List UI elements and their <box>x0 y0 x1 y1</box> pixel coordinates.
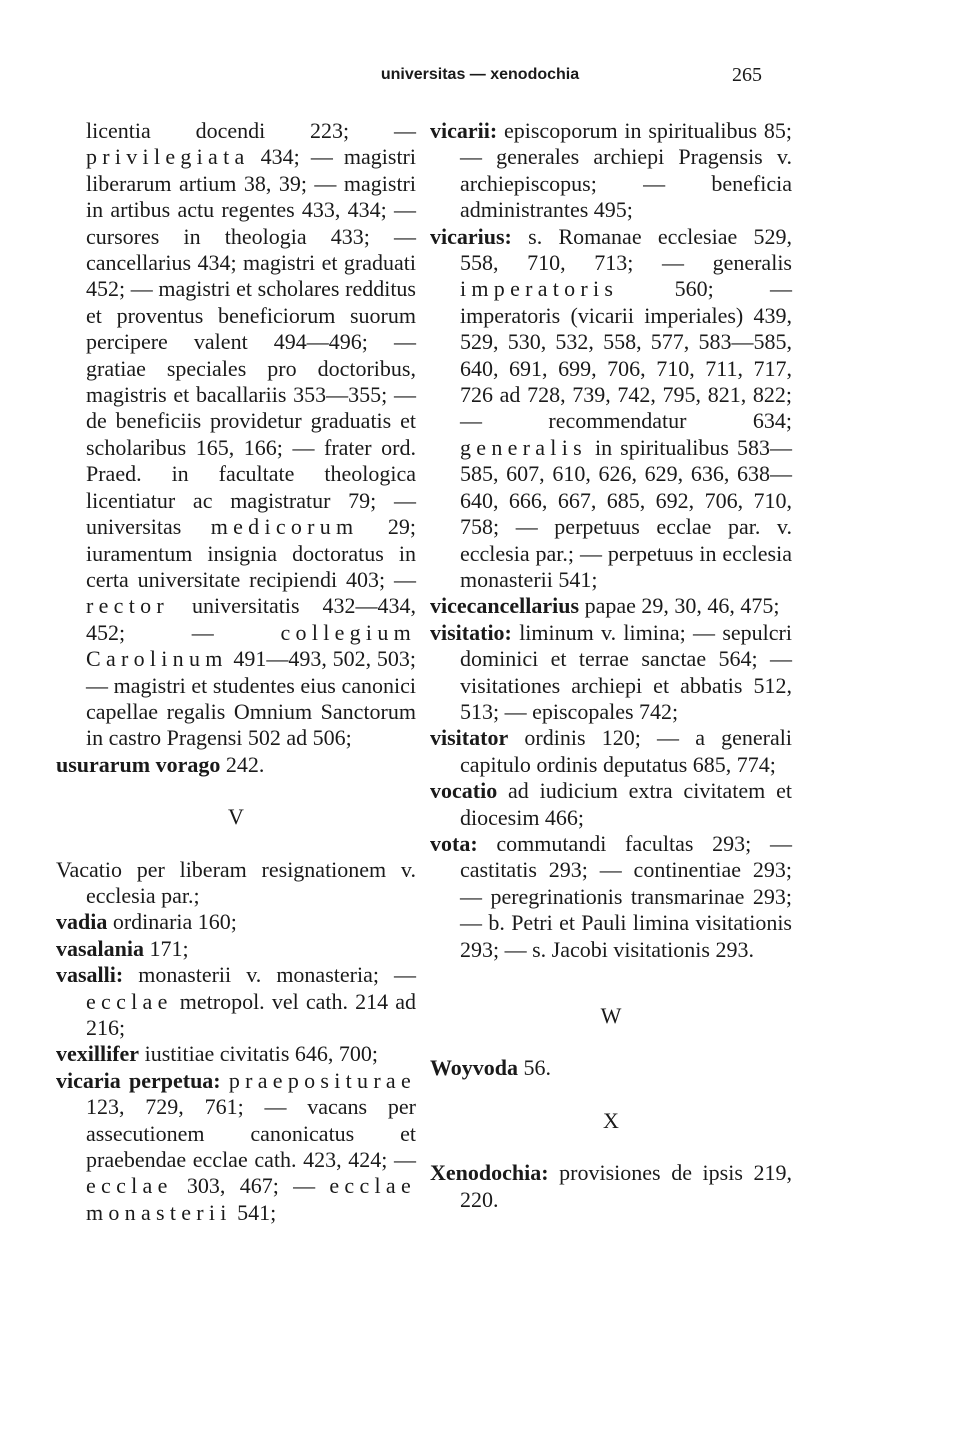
entry-text: ordinis 120; — a generali capitulo ordinis deputatus 685, 774; <box>460 725 792 777</box>
page-number: 265 <box>732 64 762 86</box>
entry-text: liminum v. limina; — sepulcri dominici et terrae sanctae 564; — visitationes archiepi et abbatis 512, 513; — episcopales 742; <box>460 619 792 724</box>
entry-text: 123, 729, 761; — vacans per assecutionem canonicatus et praebendae ecclae cath. 423, 424; — <box>86 1094 416 1173</box>
entry-text: ad iudicium extra civitatem et diocesim 466; <box>460 778 792 830</box>
entry-text: 541; <box>231 1199 277 1225</box>
entry-vexillifer <box>56 1041 416 1067</box>
entry-text: ordinaria 160; <box>107 909 237 935</box>
headword: vota: <box>430 830 478 856</box>
entry-visitatio <box>430 620 792 726</box>
entry-vicecancellarius <box>430 593 792 619</box>
left-column <box>56 118 416 1226</box>
entry-text: 491—493, 502, 503; — magistri et studentes eius canonici capellae regalis Omnium Sanctorum in castro Pragensi 502 ad 506; <box>86 646 416 751</box>
entry-vocatio <box>430 778 792 831</box>
headword: Woyvoda <box>430 1055 519 1081</box>
entry-vota <box>430 831 792 963</box>
headword: usurarum vorago <box>56 751 221 777</box>
headword: vexillifer <box>56 1041 140 1067</box>
headword: vocatio <box>430 778 498 804</box>
entry-vadia <box>56 909 416 935</box>
entry-text: 434; — magistri liberarum artium 38, 39; — magistri in artibus actu regentes 433, 434; — cursores in theologia 433; — cancellarius 434; magistri et graduati 452; — magistri et scholares redditus et proventus beneficiorum suorum percipere valent 494—496; — gratiae speciales pro doctoribus, magistris et bacallariis 353—355; — de beneficiis providetur graduatis et scholaribus 165, 166; — frater ord. Praed. in facultate theologica licentiatur ac magistratur 79; — universitas <box>86 144 416 540</box>
headword: visitator <box>430 725 509 751</box>
entry-text: monasterii v. monasteria; — <box>123 962 416 988</box>
entry-woyvoda <box>430 1055 792 1081</box>
letter-heading-x: X <box>603 1107 619 1133</box>
spaced-term: praepositurae <box>228 1067 417 1093</box>
entry-text: 171; <box>144 935 189 961</box>
entry-text: 56. <box>518 1055 552 1081</box>
entry-vasalli <box>56 962 416 1041</box>
spaced-term: privilegiata <box>86 144 250 170</box>
spaced-term: generalis <box>460 434 587 460</box>
headword: vadia <box>56 909 108 935</box>
entry-text: s. Romanae ecclesiae 529, 558, 710, 713; — generalis <box>460 223 792 276</box>
spaced-term: ecclae monasterii <box>86 1173 416 1225</box>
running-header-title: universitas — xenodochia <box>380 66 580 83</box>
headword: visitatio: <box>430 619 512 645</box>
entry-text: 29; iuramentum insignia doctoratus in certa universitate recipiendi 403; — <box>86 514 416 592</box>
entry-usurarum <box>56 752 416 778</box>
spaced-term: imperatoris <box>460 276 619 302</box>
entry-visitator <box>430 725 792 778</box>
entry-text: metropol. vel cath. 214 ad 216; <box>86 988 416 1040</box>
entry-text: provisiones de ipsis 219, 220. <box>460 1160 792 1212</box>
spaced-term: medicorum <box>210 514 359 540</box>
entry-text: 560; — imperatoris (vicarii imperiales) 439, 529, 530, 532, 558, 577, 583—585, 640, 691, 699, 706, 710, 711, 717, 726 ad 728, 739, 742, 795, 821, 822; — recommendatur 634; <box>460 276 792 434</box>
entry-text: commutandi facultas 293; — castitatis 293; — continentiae 293; — peregrinationis transmarinae 293; — b. Petri et Pauli limina visitationis 293; — s. Jacobi visitationis 293. <box>460 830 792 962</box>
headword: vicarii: <box>430 118 498 143</box>
entry-text: universitatis 432—434, 452; — <box>86 593 416 645</box>
entry-text: licentia docendi 223; — <box>86 118 416 143</box>
entry-text: 303, 467; — <box>172 1173 330 1199</box>
spaced-term: ecclae <box>86 988 173 1014</box>
entry-xenodochia <box>430 1160 792 1213</box>
spaced-term: ecclae <box>86 1173 173 1199</box>
entry-text: in spiritualibus 583—585, 607, 610, 626, 629, 636, 638—640, 666, 667, 685, 692, 706, 710, 758; — perpetuus ecclae par. v. ecclesia par.; — perpetuus in ecclesia monasterii 541; <box>460 434 792 592</box>
entry-vasalania <box>56 936 416 962</box>
entry-universitas-continued <box>56 118 416 752</box>
entry-vicarii <box>430 118 792 224</box>
headword: vicaria perpetua: <box>56 1067 221 1093</box>
entry-text: papae 29, 30, 46, 475; <box>579 593 780 619</box>
headword: Xenodochia: <box>430 1160 549 1186</box>
headword: vicecancellarius <box>430 593 580 619</box>
entry-vicarius <box>430 224 792 594</box>
spaced-term: collegium Carolinum <box>86 619 416 672</box>
entry-vacatio: Vacatio per liberam resignationem v. ecclesia par.; <box>56 856 416 908</box>
headword: vasalli: <box>56 962 124 988</box>
headword: vasalania <box>56 935 145 961</box>
entry-text: episcoporum in spiritualibus 85; — generales archiepi Pragensis v. archiepiscopus; — beneficia administrantes 495; <box>460 118 792 223</box>
entry-text: iustitiae civitatis 646, 700; <box>139 1041 378 1067</box>
right-column <box>430 118 792 1213</box>
headword: vicarius: <box>430 223 512 249</box>
letter-heading-w: W <box>600 1003 622 1028</box>
entry-text <box>221 1068 229 1093</box>
entry-vicaria <box>56 1068 416 1226</box>
letter-heading-v: V <box>228 804 244 830</box>
spaced-term: rector <box>86 593 169 619</box>
entry-text: 242. <box>220 751 265 777</box>
